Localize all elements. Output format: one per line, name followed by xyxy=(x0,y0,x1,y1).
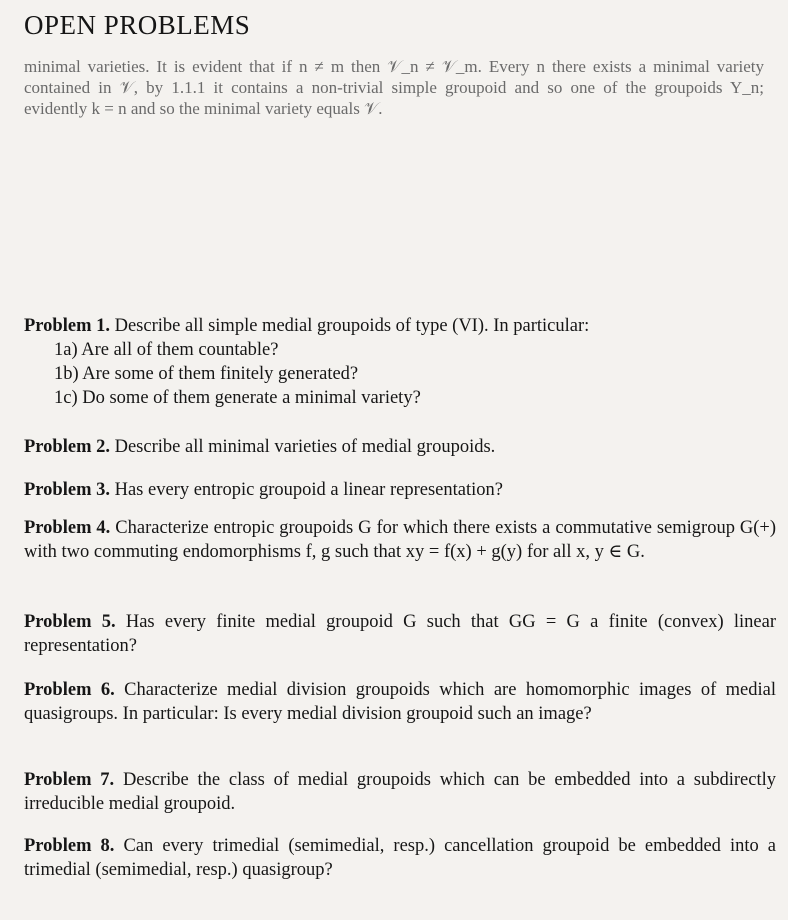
page-heading: OPEN PROBLEMS xyxy=(24,10,251,40)
problem-label: Problem 6. xyxy=(24,680,115,700)
subitem-1c: 1c) Do some of them generate a minimal variety? xyxy=(54,388,421,408)
problem-label: Problem 5. xyxy=(24,612,116,632)
problem-5 xyxy=(24,610,776,658)
problem-text: Can every trimedial (semimedial, resp.) cancellation groupoid be embedded into a trimedial (semimedial, resp.) quasigroup? xyxy=(24,836,777,880)
problem-7 xyxy=(24,768,776,816)
problem-1 xyxy=(24,314,776,410)
problem-text: Describe all simple medial groupoids of type (VI). In particular: xyxy=(114,316,590,336)
problem-text: Describe the class of medial groupoids which can be embedded into a subdirectly irreducible medial groupoid. xyxy=(24,770,776,814)
problem-text: Characterize medial division groupoids which are homomorphic images of medial quasigroups. In particular: Is every medial division groupoid such an image? xyxy=(24,680,776,724)
problem-text: Has every finite medial groupoid G such that GG = G a finite (convex) linear representation? xyxy=(24,612,776,656)
problem-label: Problem 7. xyxy=(24,770,115,790)
problem-text: Characterize entropic groupoids G for which there exists a commutative semigroup G(+) with two commuting endomorphisms f, g such that xy = f(x) + g(y) for all x, y ∈ G. xyxy=(24,518,777,562)
problem-1-subitems xyxy=(24,338,776,410)
problem-label: Problem 2. xyxy=(24,437,110,457)
problem-text: Has every entropic groupoid a linear representation? xyxy=(114,480,503,500)
problem-2 xyxy=(24,435,776,459)
subitem-1b: 1b) Are some of them finitely generated? xyxy=(54,364,359,384)
problem-3 xyxy=(24,478,776,502)
subitem-1a: 1a) Are all of them countable? xyxy=(54,340,279,360)
problem-label: Problem 3. xyxy=(24,480,110,500)
problem-6 xyxy=(24,678,776,726)
problem-label: Problem 8. xyxy=(24,836,115,856)
problem-label: Problem 1. xyxy=(24,316,110,336)
problem-text: Describe all minimal varieties of medial groupoids. xyxy=(114,437,496,457)
intro-paragraph: minimal varieties. It is evident that if n ≠ m then 𝒱_n ≠ 𝒱_m. Every n there exists a minimal variety contained in 𝒱, by 1.1.1 it contains a non-trivial simple groupoid and so one of the groupoids Y_n; evidently k = n and so the minimal variety equals 𝒱. xyxy=(24,57,764,118)
problem-label: Problem 4. xyxy=(24,518,111,538)
problem-8 xyxy=(24,834,776,882)
problem-4 xyxy=(24,516,776,564)
